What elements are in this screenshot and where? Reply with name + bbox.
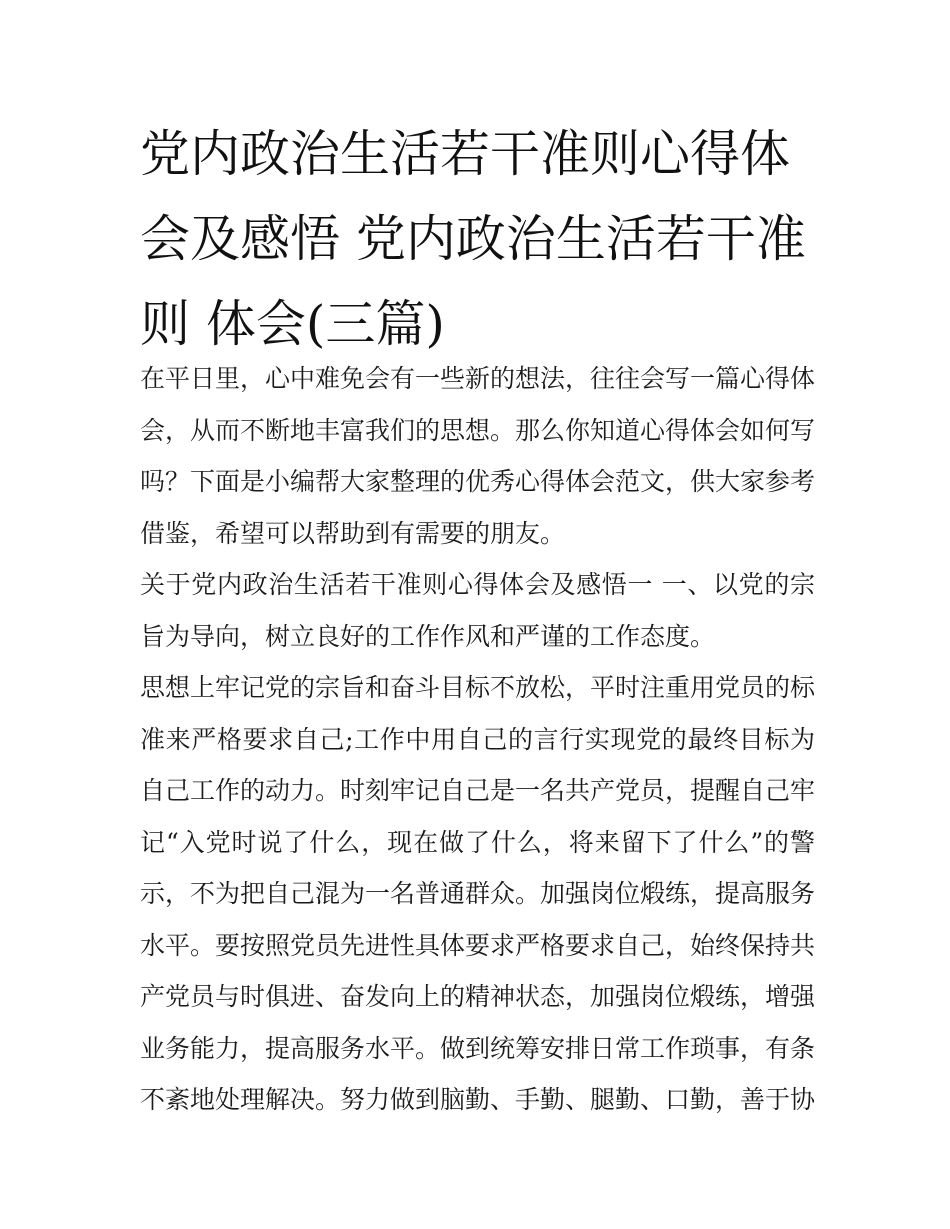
document-title: 党内政治生活若干准则心得体会及感悟 党内政治生活若干准则 体会(三篇) <box>140 125 806 353</box>
paragraph-intro: 在平日里，心中难免会有一些新的想法，往往会写一篇心得体会，从而不断地丰富我们的思想。那么你知道心得体会如何写吗？下面是小编帮大家整理的优秀心得体会范文，供大家参考借鉴，希望可以帮助到有需要的朋友。 <box>140 364 816 548</box>
document-body <box>140 353 815 1126</box>
paragraph-section-heading: 关于党内政治生活若干准则心得体会及感悟一 一、以党的宗旨为导向，树立良好的工作作风和严谨的工作态度。 <box>140 570 815 651</box>
paragraph-main: 思想上牢记党的宗旨和奋斗目标不放松，平时注重用党员的标准来严格要求自己;工作中用自己的言行实现党的最终目标为自己工作的动力。时刻牢记自己是一名共产党员，提醒自己牢记“入党时说了什么，现在做了什么，将来留下了什么”的警示，不为把自己混为一名普通群众。加强岗位煅练，提高服务水平。要按照党员先进性具体要求严格要求自己，始终保持共产党员与时俱进、奋发向上的精神状态，加强岗位煅练，增强业务能力，提高服务水平。做到统筹安排日常工作琐事，有条不紊地处理解决。努力做到脑勤、手勤、腿勤、口勤，善于协 <box>140 673 816 1114</box>
